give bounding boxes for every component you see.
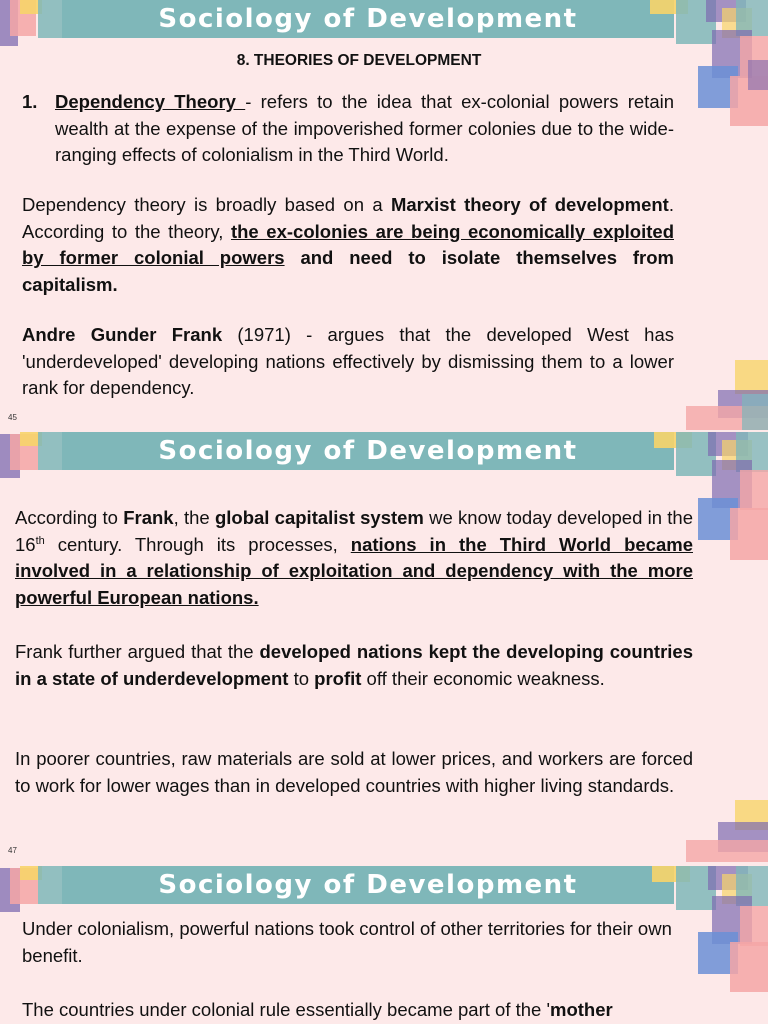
text-run: (1971) - argues that the developed West has 'underdeveloped' developing nations effectively by dismissing them to a lower rank for dependency.: [22, 324, 674, 398]
decor-square: [730, 942, 768, 992]
paragraph: [22, 322, 674, 402]
text-run: , the: [173, 507, 215, 528]
text-bold: mother: [550, 999, 613, 1020]
slide-2: [0, 430, 768, 862]
slide-banner: Sociology of Development: [62, 866, 674, 904]
text-bold-underlined: the ex-colonies are being economically exploited by former colonial powers: [22, 220, 674, 268]
author-name: Andre Gunder Frank: [22, 324, 223, 345]
text-run: The countries under colonial rule essentially became part of the ': [22, 999, 550, 1020]
paragraph: [15, 639, 693, 692]
text-bold: Frank: [123, 507, 174, 528]
text-bold: developed nations kept the developing countries in a state of underdevelopment: [15, 641, 694, 689]
text-bold: Marxist theory of development: [390, 194, 669, 215]
item-number: 1.: [22, 91, 38, 112]
decor-square: [38, 432, 62, 470]
text-run: Under colonialism, powerful nations took control of other territories for their own benefit.: [22, 918, 672, 966]
text-run: century. Through its processes,: [44, 533, 351, 555]
section-heading: 8. THEORIES OF DEVELOPMENT: [236, 52, 482, 69]
decor-square: [735, 360, 768, 394]
dependency-theory-item: [22, 89, 674, 169]
decor-square: [38, 866, 62, 904]
text-bold-underlined: nations in the Third World became involved in a relationship of exploitation and dependency with the more powerful European nations.: [15, 533, 693, 608]
decor-square: [742, 394, 768, 430]
text-run: Frank further argued that the: [15, 641, 260, 662]
page-number: 47: [8, 846, 17, 855]
paragraph: [15, 505, 693, 611]
text-run: off their economic weakness.: [361, 667, 605, 689]
text-run: Dependency theory is broadly based on a: [22, 194, 391, 215]
page-number: 45: [8, 413, 17, 422]
decor-square: [730, 508, 768, 560]
slide-banner: Sociology of Development: [62, 0, 674, 38]
decor-square: [740, 470, 768, 510]
dependency-theory-term: Dependency Theory: [55, 91, 246, 112]
decor-square: [748, 60, 768, 90]
decor-square: [686, 840, 768, 862]
text-run: to: [288, 667, 315, 689]
text-bold: global capitalist system: [214, 507, 424, 528]
paragraph: [22, 192, 674, 298]
text-run: According to: [15, 507, 124, 528]
text-run: we know today developed in the 16: [15, 507, 693, 555]
text-bold: and need to isolate themselves from capitalism.: [22, 247, 674, 295]
text-run: In poorer countries, raw materials are sold at lower prices, and workers are forced to work for lower wages than in developed countries with higher living standards.: [15, 748, 693, 796]
decor-square: [38, 0, 62, 38]
text-bold: profit: [314, 667, 362, 689]
slide-1: [0, 0, 768, 430]
slide-banner: Sociology of Development: [62, 432, 674, 470]
paragraph: [15, 746, 693, 799]
dependency-theory-definition: - refers to the idea that ex-colonial powers retain wealth at the expense of the impoverished former colonies due to the wide-ranging effects of colonialism in the Third World.: [55, 91, 675, 165]
superscript: th: [35, 534, 45, 547]
slide-3: [0, 862, 768, 1024]
decor-square: [740, 906, 768, 946]
text-run: . According to the theory,: [22, 194, 674, 242]
paragraph: [22, 916, 696, 969]
paragraph: [22, 997, 702, 1024]
